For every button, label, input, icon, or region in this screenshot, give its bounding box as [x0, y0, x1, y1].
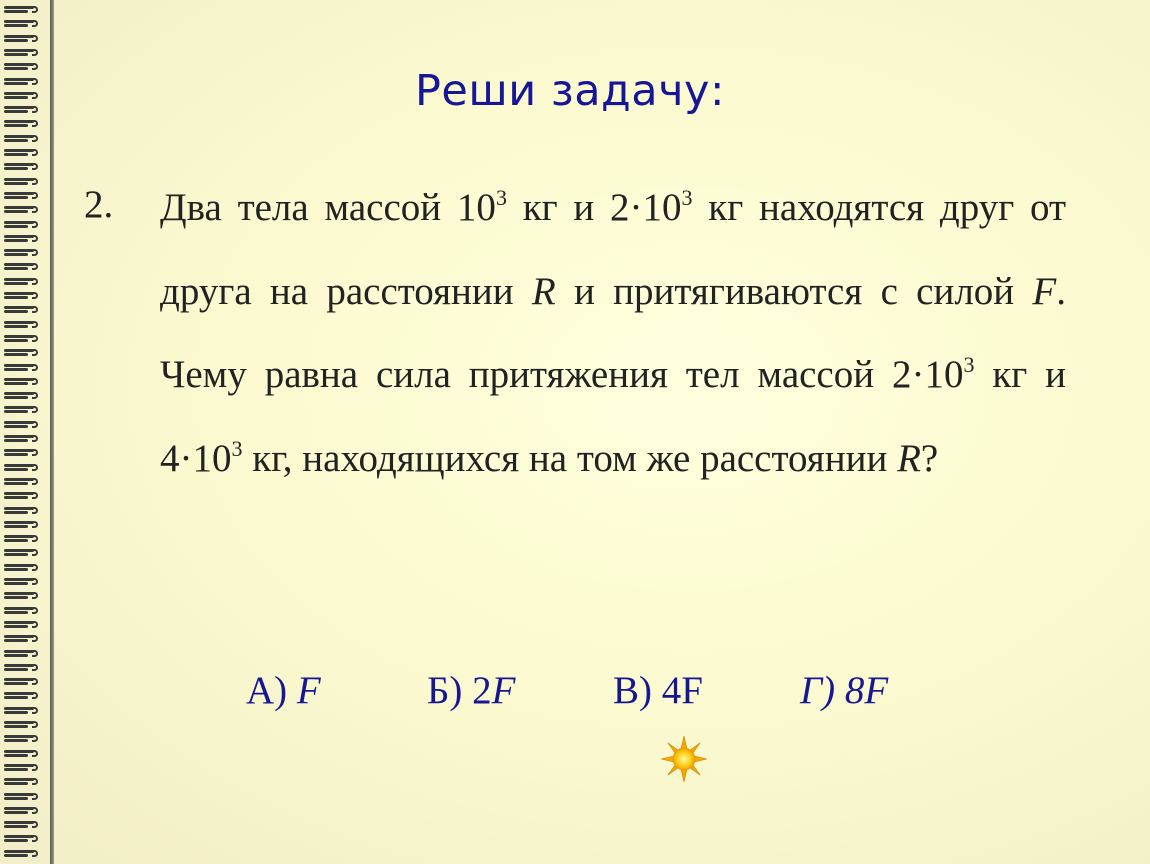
answer-value: F	[491, 669, 516, 712]
binding-ring	[4, 163, 42, 170]
binding-ring	[4, 378, 42, 385]
binding-ring	[4, 821, 42, 828]
binding-ring	[4, 764, 42, 771]
binding-ring	[4, 492, 42, 499]
binding-ring	[4, 20, 42, 27]
binding-ring	[4, 235, 42, 242]
binding-ring	[4, 621, 42, 628]
answer-value: F	[296, 669, 321, 712]
binding-ring	[4, 549, 42, 556]
binding-ring	[4, 178, 42, 185]
variable-r: R	[897, 436, 921, 480]
binding-ring	[4, 49, 42, 56]
answer-option-g[interactable]: Г) 8F	[800, 669, 889, 712]
problem-text-part: ?	[920, 436, 939, 480]
binding-ring	[4, 750, 42, 757]
binding-ring	[4, 607, 42, 614]
binding-ring	[4, 735, 42, 742]
problem-text-part: и притягиваются с силой	[555, 269, 1033, 313]
answer-option-a[interactable]	[246, 668, 321, 713]
answer-option-b[interactable]	[427, 668, 515, 713]
exponent: 3	[963, 352, 975, 377]
binding-ring	[4, 92, 42, 99]
binding-ring	[4, 321, 42, 328]
answer-label: Б) 2	[427, 669, 492, 712]
binding-ring	[4, 835, 42, 842]
answer-option-v[interactable]: В) 4F	[613, 669, 703, 712]
binding-ring	[4, 392, 42, 399]
binding-ring	[4, 106, 42, 113]
binding-ring	[4, 478, 42, 485]
binding-ring	[4, 406, 42, 413]
binding-ring	[4, 535, 42, 542]
problem-text	[160, 166, 1066, 500]
binding-ring	[4, 464, 42, 471]
binding-ring	[4, 149, 42, 156]
problem-text-part: кг, находящихся на том же расстоянии	[242, 436, 898, 480]
binding-ring	[4, 221, 42, 228]
page-edge	[50, 0, 54, 864]
binding-ring	[4, 435, 42, 442]
problem-number: 2.	[84, 183, 114, 226]
exponent: 3	[231, 435, 243, 461]
exponent: 3	[681, 185, 693, 210]
binding-ring	[4, 335, 42, 342]
binding-ring	[4, 278, 42, 285]
variable-r: R	[531, 269, 556, 313]
sun-icon	[660, 735, 708, 783]
binding-ring	[4, 650, 42, 657]
problem-text-part: кг находятся друг от друга на расстоянии	[160, 186, 1066, 313]
binding-ring	[4, 6, 42, 13]
binding-ring	[4, 292, 42, 299]
binding-ring	[4, 778, 42, 785]
problem-text-part: кг и 4·10	[160, 353, 1066, 480]
binding-ring	[4, 349, 42, 356]
binding-ring	[4, 507, 42, 514]
binding-ring	[4, 807, 42, 814]
binding-ring	[4, 135, 42, 142]
binding-ring	[4, 449, 42, 456]
binding-ring	[4, 635, 42, 642]
spiral-binding	[0, 0, 48, 864]
binding-ring	[4, 206, 42, 213]
binding-ring	[4, 249, 42, 256]
binding-ring	[4, 192, 42, 199]
binding-ring	[4, 35, 42, 42]
problem-text-part: кг и 2·10	[506, 186, 682, 229]
slide-title: Реши задачу:	[415, 66, 725, 116]
variable-f: F	[1032, 269, 1057, 313]
binding-ring	[4, 306, 42, 313]
binding-ring	[4, 793, 42, 800]
binding-ring	[4, 564, 42, 571]
answer-label: А)	[246, 669, 297, 712]
binding-ring	[4, 421, 42, 428]
answer-options	[0, 668, 1150, 728]
binding-ring	[4, 63, 42, 70]
binding-ring	[4, 850, 42, 857]
binding-ring	[4, 364, 42, 371]
binding-ring	[4, 521, 42, 528]
problem-text-part: . Чему равна сила притяжения тел массой 2·10	[160, 269, 1066, 396]
binding-ring	[4, 592, 42, 599]
binding-ring	[4, 78, 42, 85]
binding-ring	[4, 263, 42, 270]
exponent: 3	[495, 185, 507, 210]
binding-ring	[4, 120, 42, 127]
problem-text-part: Два тела массой 10	[160, 186, 496, 229]
binding-ring	[4, 578, 42, 585]
